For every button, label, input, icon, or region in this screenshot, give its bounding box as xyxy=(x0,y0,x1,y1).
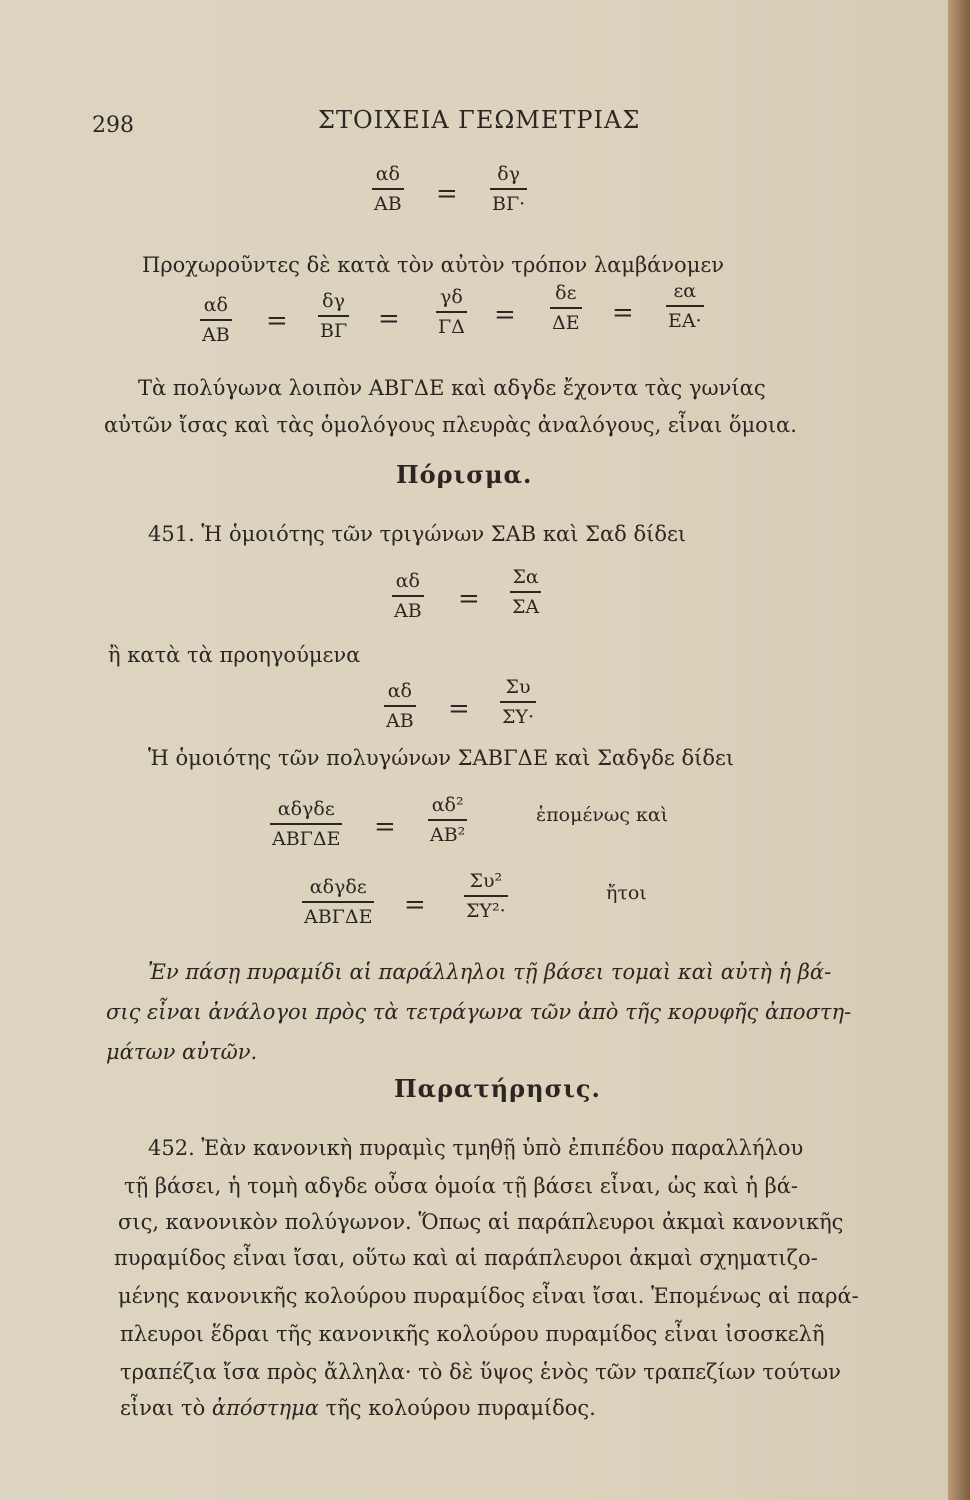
denominator: ΑΒ xyxy=(386,710,414,732)
section-451-line-3: Ἡ ὁμοιότης τῶν πολυγώνων ΣΑΒΓΔΕ καὶ Σαδγδε δίδει xyxy=(148,746,735,770)
denominator: ΑΒΓΔΕ xyxy=(272,828,341,850)
denominator: ΔΕ xyxy=(552,312,580,334)
denominator: ΓΔ xyxy=(438,316,465,338)
numerator: αδ xyxy=(395,570,420,592)
fraction-term-1 xyxy=(200,296,232,345)
equals-sign: = xyxy=(266,306,288,336)
running-title: ΣΤΟΙΧΕΙΑ ΓΕΩΜΕΤΡΙΑΣ xyxy=(318,106,641,134)
equals-sign: = xyxy=(436,179,458,209)
denominator: ΑΒ xyxy=(374,193,402,215)
fraction-term-4 xyxy=(550,284,582,333)
equals-sign: = xyxy=(612,298,634,328)
numerator: γδ xyxy=(440,286,463,308)
denominator: ΣΑ xyxy=(512,596,540,618)
fraction-term-5 xyxy=(666,282,704,331)
section-452-line-8 xyxy=(120,1396,596,1420)
denominator: ΣΥ²· xyxy=(466,900,506,922)
fraction-451-c-rhs xyxy=(428,796,467,845)
equals-sign: = xyxy=(448,694,470,724)
equals-sign: = xyxy=(494,300,516,330)
fraction-dg-BG xyxy=(490,165,527,214)
denominator: ΑΒ xyxy=(394,600,422,622)
equals-sign: = xyxy=(404,890,426,920)
numerator: αδ² xyxy=(431,794,464,816)
section-452-line-2: τῇ βάσει, ἡ τομὴ αδγδε οὖσα ὁμοία τῇ βάσει εἶναι, ὡς καὶ ἡ βά- xyxy=(124,1174,799,1198)
equals-sign: = xyxy=(458,584,480,614)
fraction-451-d-lhs xyxy=(302,878,374,927)
section-452-line-3: σις, κανονικὸν πολύγωνον. Ὅπως αἱ παράπλευροι ἀκμαὶ κανονικῆς xyxy=(118,1210,844,1234)
denominator: ΕΑ· xyxy=(668,310,702,332)
line-8-emphasis: ἀπόστημα xyxy=(211,1396,319,1420)
denominator: ΒΓ· xyxy=(492,193,526,215)
denominator: ΑΒ xyxy=(202,324,230,346)
text-line-1: Προχωροῦντες δὲ κατὰ τὸν αὐτὸν τρόπον λαμβάνομεν xyxy=(142,253,724,277)
fraction-451-b-lhs xyxy=(384,682,416,731)
numerator: δγ xyxy=(497,163,520,185)
fraction-451-a-rhs xyxy=(510,568,541,617)
section-451-line-2: ἢ κατὰ τὰ προηγούμενα xyxy=(108,643,361,667)
section-452-line-1: 452. Ἐὰν κανονικὴ πυραμὶς τμηθῇ ὑπὸ ἐπιπέδου παραλλήλου xyxy=(148,1136,804,1160)
denominator: ΒΓ xyxy=(320,320,348,342)
numerator: Συ xyxy=(505,676,531,698)
book-spine xyxy=(948,0,970,1500)
theorem-line-3: μάτων αὐτῶν. xyxy=(106,1040,258,1064)
fraction-term-2 xyxy=(318,292,349,341)
section-452-line-7: τραπέζια ἴσα πρὸς ἄλληλα· τὸ δὲ ὕψος ἑνὸς τῶν τραπεζίων τούτων xyxy=(120,1360,841,1384)
fraction-451-c-lhs xyxy=(270,800,342,849)
section-452-line-4: πυραμίδος εἶναι ἴσαι, οὕτω καὶ αἱ παράπλευροι ἀκμαὶ σχηματιζο- xyxy=(114,1246,818,1270)
numerator: αδγδε xyxy=(309,876,367,898)
numerator: αδ xyxy=(387,680,412,702)
line-8-end: τῆς κολούρου πυραμίδος. xyxy=(318,1396,596,1420)
numerator: Συ² xyxy=(469,870,503,892)
numerator: αδ xyxy=(203,294,228,316)
equals-sign: = xyxy=(374,812,396,842)
equals-sign: = xyxy=(378,304,400,334)
numerator: δγ xyxy=(322,290,345,312)
denominator: ΑΒ² xyxy=(430,824,466,846)
text-line-3: αὐτῶν ἴσας καὶ τὰς ὁμολόγους πλευρὰς ἀναλόγους, εἶναι ὅμοια. xyxy=(104,413,797,437)
fraction-451-a-lhs xyxy=(392,572,424,621)
numerator: εα xyxy=(673,280,697,302)
numerator: δε xyxy=(555,282,577,304)
theorem-line-1: Ἐν πάσῃ πυραμίδι αἱ παράλληλοι τῇ βάσει τομαὶ καὶ αὐτὴ ἡ βά- xyxy=(148,960,832,984)
text-line-2: Τὰ πολύγωνα λοιπὸν ΑΒΓΔΕ καὶ αδγδε ἔχοντα τὰς γωνίας xyxy=(138,376,766,400)
fraction-term-3 xyxy=(436,288,467,337)
numerator: αδ xyxy=(375,163,400,185)
fraction-ad-AB xyxy=(372,165,404,214)
numerator: αδγδε xyxy=(277,798,335,820)
line-8-start: εἶναι τὸ xyxy=(120,1396,212,1420)
page-number: 298 xyxy=(92,113,134,138)
numerator: Σα xyxy=(512,566,539,588)
section-452-line-5: μένης κανονικῆς κολούρου πυραμίδος εἶναι ἴσαι. Ἑπομένως αἱ παρά- xyxy=(118,1284,859,1308)
heading-porisma: Πόρισμα. xyxy=(396,460,533,489)
heading-paratirisis: Παρατήρησις. xyxy=(394,1074,601,1103)
theorem-line-2: σις εἶναι ἀνάλογοι πρὸς τὰ τετράγωνα τῶν ἀπὸ τῆς κορυφῆς ἀποστη- xyxy=(106,1000,852,1024)
fraction-451-d-rhs xyxy=(464,872,508,921)
denominator: ΑΒΓΔΕ xyxy=(304,906,373,928)
section-451-line-1: 451. Ἡ ὁμοιότης τῶν τριγώνων ΣΑΒ καὶ Σαδ δίδει xyxy=(148,522,687,546)
fraction-451-b-rhs xyxy=(500,678,536,727)
etoi-text: ἤτοι xyxy=(606,882,647,904)
section-452-line-6: πλευροι ἕδραι τῆς κανονικῆς κολούρου πυραμίδος εἶναι ἰσοσκελῆ xyxy=(120,1322,825,1346)
denominator: ΣΥ· xyxy=(502,706,535,728)
consequently-text: ἑπομένως καὶ xyxy=(536,804,669,826)
